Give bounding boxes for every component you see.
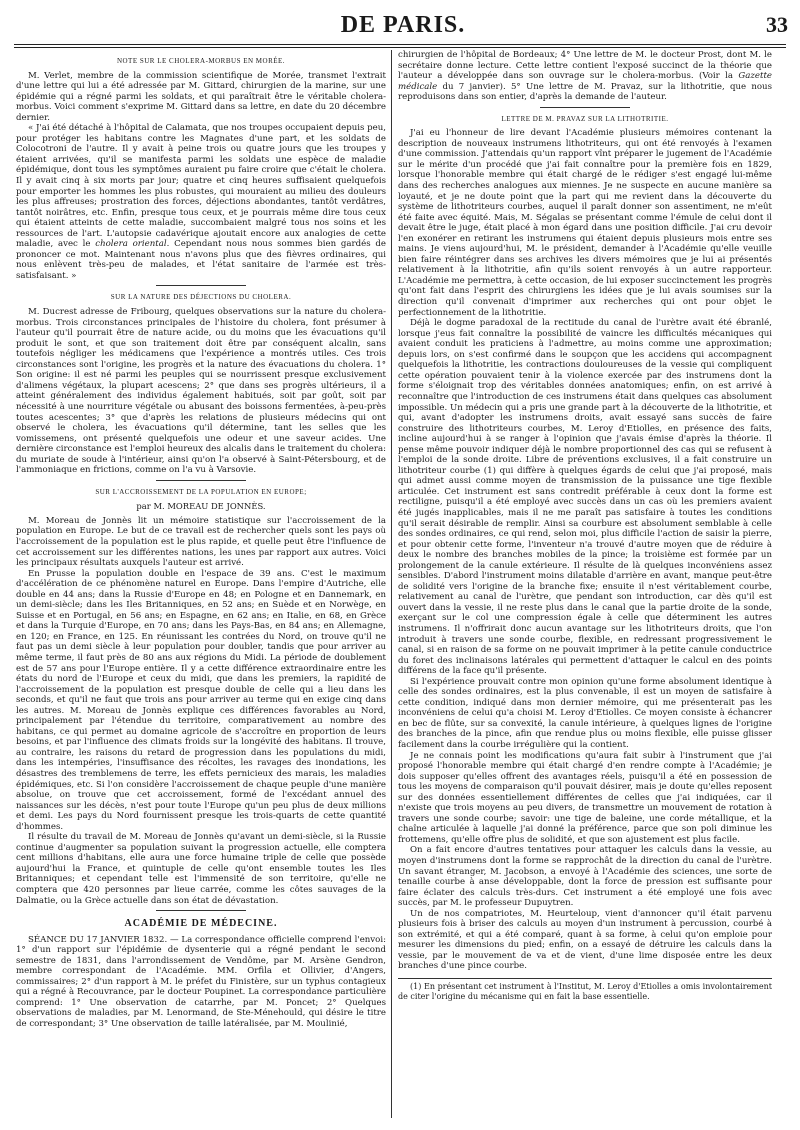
section-title-academie: ACADÉMIE DE MÉDECINE. — [124, 918, 278, 930]
separator — [156, 910, 246, 911]
section-title-population: SUR L'ACCROISSEMENT DE LA POPULATION EN EUROPE; — [95, 487, 307, 496]
paragraph: chirurgien de l'hôpital de Bordeaux; 4° Une lettre de M. le docteur Prost, dont M. le secrétaire donne lecture. Cette lettre contient l'exposé succinct de la théorie que l'auteur a développée dans son ouvrage sur le cholera-morbus. (Voir la Gazette médicale du 7 janvier). 5° Une lettre de M. Pravaz, sur la lithotritie, que nous reproduisons dans son entier, d'après la demande de l'auteur. — [398, 50, 772, 103]
paragraph: Il résulte du travail de M. Moreau de Jonnès qu'avant un demi-siècle, si la Russie continue d'augmenter sa population suivant la progression actuelle, elle comptera cent millions d'habitans, elle aura une force humaine triple de celle que possède aujourd'hui la France, et quintuple de celle qu'ont ensemble toutes les Iles Britanniques; et cependant telle est l'immensité de son territoire, qu'elle ne comptera que 420 personnes par lieue carrée, comme les côtes sauvages de la Dalmatie, ou la Grèce actuelle dans son état de dévastation. — [16, 832, 386, 906]
right-column — [398, 50, 772, 1120]
paragraph: M. Ducrest adresse de Fribourg, quelques observations sur la nature du cholera-morbus. Trois circonstances principales de l'histoire du cholera, font présumer à l'auteur qu'il pourrait être de nature acide, ou du moins que les évacuations qu'il produit le sont, et que son traitement doit être par conséquent alcalin, sans toutefois négliger les médicamens que l'expérience a montrés utiles. Ces trois circonstances sont l'origine, les progrès et la nature des évacuations du cholera. 1° Son origine: il est né parmi les peuples qui se nourrissent presque exclusivement d'alimens végétaux, la plupart acescens; 2° que dans ses progrès ultérieurs, il a atteint généralement des individus également habitués, soit par goût, soit par nécessité à une nourriture végétale ou abusant des boissons fermentées, à-peu-près toutes acescentes; 3° que d'après les relations de plusieurs médecins qui ont observé le cholera, les évacuations qu'il détermine, tant les selles que les vomissemens, ont présenté quelquefois une odeur et une saveur acides. Une dernière circonstance est l'emploi heureux des alcalis dans le traitement du cholera: du muriate de soude à l'intérieur, ainsi qu'on l'a observé à Saint-Pétersbourg, et de l'ammoniaque en frictions, comme on l'a vu à Varsovie. — [16, 307, 386, 476]
header-rule — [14, 44, 786, 45]
footnote: (1) En présentant cet instrument à l'Institut, M. Leroy d'Etiolles a omis involontairement de citer l'origine du mécanisme qui en fait la base essentielle. — [398, 978, 772, 1002]
newspaper-title: DE PARIS. — [340, 12, 466, 38]
paragraph: M. Verlet, membre de la commission scientifique de Morée, transmet l'extrait d'une lettre qui lui a été adressée par M. Gittard, chirurgien de la marine, sur une épidémie qui a régné parmi les soldats, et qui paraîtrait être le véritable cholera-morbus. Voici comment s'exprime M. Gittard dans sa lettre, en date du 20 décembre dernier. — [16, 70, 386, 123]
page-header — [18, 10, 788, 44]
paragraph: Je ne connais point les modifications qu'aura fait subir à l'instrument que j'ai proposé l'honorable membre qui était chargé d'en rendre compte à l'Académie; je dois supposer qu'elles offrent des avantages réels, puisqu'il a été en possession de tous les moyens de comparaison qu'il pouvait désirer, mais je doute qu'elles reposent sur des données essentiellement différentes de celles que j'ai indiquées, car il n'existe que trois moyens au peu divers, de transmettre un mouvement de rotation à travers une sonde courbe; savoir: une tige de baleine, une corde métallique, et la chaîne articulée à laquelle j'ai donné la préférence, parce que son poli diminue les frottemens, qu'elle offre plus de solidité, et que son ajustement est plus facile. — [398, 750, 772, 845]
section-title-cholera-moree: NOTE SUR LE CHOLERA-MORBUS EN MORÉE. — [116, 57, 286, 65]
left-column — [16, 50, 386, 1120]
paragraph: En Prusse la population double en l'espace de 39 ans. C'est le maximum d'accélération de ce phénomène naturel en Europe. Dans l'empire d'Autriche, elle double en 44 ans; dans la Russie d'Europe en 48; en Pologne et en Dannemark, en un demi-siècle; dans les Iles Britanniques, en 52 ans; en Suède et en Norwège, en Suisse et en Portugal, en 56 ans; en Espagne, en 62 ans; en Italie, en 68, en Grèce et dans la Turquie d'Europe, en 70 ans; dans les Pays-Bas, en 84 ans; en Allemagne, en 120; en France, en 125. En réunissant les contrées du Nord, on trouve qu'il ne faut pas un demi siècle à leur population pour doubler, tandis que pour arriver au même terme, il faut près de 80 ans aux régions du Midi. La période de doublement est de 57 ans pour l'Europe entière. Il y a cette différence extraordinaire entre les états du nord de l'Europe et ceux du midi, que dans les premiers, la rapidité de l'accroissement de la population est presque double de celle qui a lieu dans les seconds, et qu'il ne faut que trois ans pour arriver au terme qui en exige cinq dans les autres. M. Moreau de Jonnès explique ces différences favorables au Nord, principalement par l'étendue du territoire, comparativement au nombre des habitans, ce qui permet au domaine agricole de s'accroître en proportion de leurs besoins, et par l'influence des climats froids sur la longévité des habitans. Il trouve, au contraire, les raisons du retard de progression dans les populations du midi, dans les intempéries, l'insuffisance des récoltes, les ravages des inondations, les désastres des tremblemens de terre, les effets pernicieux des marais, les maladies épidémiques, etc. Si l'on considère l'accroissement de chaque peuple d'une manière absolue, on trouve que cet accroissement, formé de l'excédant annuel des naissances sur les décès, n'est pour toute l'Europe qu'un peu plus de deux millions et demi. Les pays du Nord fournissent presque les trois-quarts de cette quantité d'hommes. — [16, 568, 386, 832]
separator — [156, 480, 246, 481]
page-number: 33 — [766, 12, 788, 37]
byline: par M. MOREAU DE JONNÈS. — [136, 501, 266, 512]
paragraph: Si l'expérience prouvait contre mon opinion qu'une forme absolument identique à celle des sondes ordinaires, est la plus convenable, il est un moyen de satisfaire à cette condition, indiqué dans mon dernier mémoire, qui me présenterait pas les inconvéniens de celui qu'a choisi M. Leroy d'Etiolles. Ce moyen consiste à échancrer en bec de flûte, sur sa convexité, la canule intérieure, à quelques lignes de l'origine des branches de la pince, afin que rendue plus ou moins flexible, elle puisse glisser facilement dans la courbe irrégulière qui la contient. — [398, 676, 772, 750]
section-title-lettre-pravaz: LETTRE DE M. PRAVAZ SUR LA LITHOTRITIE. — [501, 114, 669, 123]
paragraph: Un de nos compatriotes, M. Heurteloup, vient d'annoncer qu'il était parvenu plusieurs fois à briser des calculs au moyen d'un instrument à percussion, courbé à son extrémité, et qui a été comparé, quant à sa forme, à celui qu'on emploie pour mesurer les dimensions du pied; enfin, on a essayé de détruire les calculs dans la vessie, par le mouvement de va et de vient, d'une lime disposée entre les deux branches d'une pince courbe. — [398, 908, 772, 972]
header-rule-thin — [14, 47, 786, 48]
section-title-dejections: SUR LA NATURE DES DÉJECTIONS DU CHOLERA. — [110, 293, 292, 302]
column-divider — [391, 50, 392, 1118]
paragraph: On a fait encore d'autres tentatives pour attaquer les calculs dans la vessie, au moyen d'instrumens dont la forme se rapprochât de la direction du canal de l'urètre. Un savant étranger, M. Jacobson, a envoyé à l'Académie des sciences, une sorte de tenaille courbe à anse développable, dont la force de pression est suffisante pour faire éclater des calculs très-durs. Cet instrument a été employé une fois avec succès, par M. le professeur Dupuytren. — [398, 845, 772, 909]
paragraph: M. Moreau de Jonnès lit un mémoire statistique sur l'accroissement de la population en Europe. Le but de ce travail est de rechercher quels sont les pays où l'accroissement de la population est le plus rapide, et quelle peut être l'influence de cet accroissement sur les différentes nations, les unes par rapport aux autres. Voici les principaux résultats auxquels l'auteur est arrivé. — [16, 515, 386, 569]
paragraph: J'ai eu l'honneur de lire devant l'Académie plusieurs mémoires contenant la description de nouveaux instrumens lithotriteurs, qui ont été renvoyés à l'examen d'une commission. J'attendais qu'un rapport vînt préparer le jugement de l'Académie sur le mérite d'un procédé que j'ai fait connaître pour la première fois en 1829, lorsque l'honorable membre qui était chargé de le rédiger s'est engagé lui-même dans des recherches analogues aux miennes. Je ne suspecte en aucune manière sa loyauté, et je ne doute point que la part qui me revient dans la découverte du système de lithotriteurs courbes, auquel il paraît donner son assentiment, ne m'eût été faite avec équité. Mais, M. Ségalas se présentant comme l'émule de celui dont il devait être le juge, était placé à mon égard dans une position difficile. J'ai cru devoir l'en exonérer en retirant les instrumens qui étaient depuis plusieurs mois entre ses mains. Je viens aujourd'hui, M. le président, demander à l'Académie qu'elle veuille bien faire réintégrer dans ses archives les divers mémoires que je lui ai présentés relativement à la lithotritie, afin qu'ils soient renvoyés à un autre rapporteur. L'Académie me permettra, à cette occasion, de lui exposer succinctement les progrès qu'ont fait dans l'esprit des chirurgiens les idées que je lui avais soumises sur la direction qu'il convenait d'imprimer aux recherches qui ont pour objet le perfectionnement de la lithotritie. — [398, 128, 772, 318]
separator — [540, 107, 630, 108]
paragraph: « J'ai été détaché à l'hôpital de Calamata, que nos troupes occupaient depuis peu, pour protéger les habitans contre les Magnates d'une part, et les soldats de Colocotroni de l'autre. Il y avait à peine trois ou quatre jours que les troupes y étaient arrivées, qu'il se manifesta parmi les soldats une espèce de maladie épidémique, dont tous les symptômes auraient pu faire croire que c'était le cholera. Il y avait cinq à six morts par jour; quatre et cinq heures suffisaient quelquefois pour emporter les hommes les plus robustes, qui mouraient au milieu des douleurs les plus affreuses; prostration des forces, déjections abondantes, tantôt verdâtres, tantôt noirâtres, etc. Enfin, presque tous ceux, et je pourrais même dire tous ceux qui étaient atteints de cette maladie, succombaient malgré tous nos soins et les ressources de l'art. L'autopsie cadavérique ajoutait encore aux analogies de cette maladie, avec le cholera oriental. Cependant nous nous sommes bien gardés de prononcer ce mot. Maintenant nous n'avons plus que des fièvres ordinaires, qui nous enlèvent très-peu de malades, et l'état sanitaire de l'armée est très-satisfaisant. » — [16, 123, 386, 281]
separator — [156, 285, 246, 286]
paragraph: Déjà le dogme paradoxal de la rectitude du canal de l'urètre avait été ébranlé, lorsque j'eus fait connaître la possibilité de vaincre les difficultés mécaniques qui avaient conduit les praticiens à l'admettre, au moins comme une approximation; depuis lors, on s'est confirmé dans le soupçon que les accidens qui accompagnent quelquefois la lithotritie, les contractions douloureuses de la vessie qui compliquent cette opération pouvaient tenir à la violence exercée par des instrumens dont la forme s'éloignait trop des véritables données anatomiques; enfin, on est arrivé à reconnaître que l'introduction de ces instrumens était dans quelques cas absolument impossible. Un médecin qui a pris une grande part à la découverte de la lithotritie, et qui, avant d'adopter les instrumens droits, avait essayé sans succès de faire construire des lithotriteurs courbes, M. Leroy d'Etiolles, en présence des faits, incline aujourd'hui à se ranger à l'opinion que j'avais émise d'après la théorie. Il pense même pouvoir indiquer déjà le nombre proportionnel des cas qui se refusent à l'emploi de la sonde droite. Libre de préventions exclusives, il a fait construire un lithotriteur courbe (1) qui diffère à quelques égards de celui que j'ai proposé, mais qui admet aussi comme moyen de transmission de la puissance une tige flexible articulée. Cet instrument est sans contredit préférable à ceux dont la forme est rectiligne, puisqu'il a été employé avec succès dans un cas où les premiers avaient été jugés inapplicables, mais il ne me paraît pas satisfaire à toutes les conditions qu'il serait désirable de remplir. Ainsi sa courbure est absolument semblable à celle des sondes ordinaires, ce qui rend, selon moi, plus difficile l'action de saisir la pierre, et pour obtenir cette forme, l'inventeur n'a trouvé d'autre moyen que de réduire à deux le nombre des branches mobiles de la pince; la troisième est formée par un prolongement de la canule extérieure. Il résulte de là quelques inconvéniens assez sensibles. D'abord l'instrument moins dilatable d'arrière en avant, manque peut-être de solidité vers l'origine de la branche fixe; ensuite il n'est véritablement courbe, relativement au canal de l'urètre, que pendant son introduction, car dès qu'il est ouvert dans la vessie, il ne reste plus dans le canal que la partie droite de la sonde, exerçant sur le col une compression égale à celle que déterminent les autres instrumens. Il n'offrirait donc aucun avantage sur les lithotriteurs droits, que l'on introduit à travers une sonde courbe, flexible, en redressant progressivement le canal, si en raison de sa forme on ne pouvait imprimer à la petite canule conductrice du foret des inclinaisons latérales qui permettent d'attaquer le calcul en des points différens de la face qu'il présente. — [398, 318, 772, 677]
paragraph: SÉANCE DU 17 JANVIER 1832. — La correspondance officielle comprend l'envoi: 1° d'un rapport sur l'épidémie de dysenterie qui a régné pendant le second semestre de 1831, dans l'arrondissement de Vendôme, par M. Arsène Gendron, membre correspondant de l'Académie. MM. Orfila et Ollivier, d'Angers, commissaires; 2° d'un rapport à M. le préfet du Finistère, sur un typhus contagieux qui a régné à Recouvrance, par le docteur Poupinet. La correspondance particulière comprend: 1° Une observation de catarrhe, par M. Poncet; 2° Quelques observations de maladies, par M. Lenormand, de Ste-Ménehould, qui désire le titre de correspondant; 3° Une observation de taille latéralisée, par M. Moulinié, — [16, 934, 386, 1030]
